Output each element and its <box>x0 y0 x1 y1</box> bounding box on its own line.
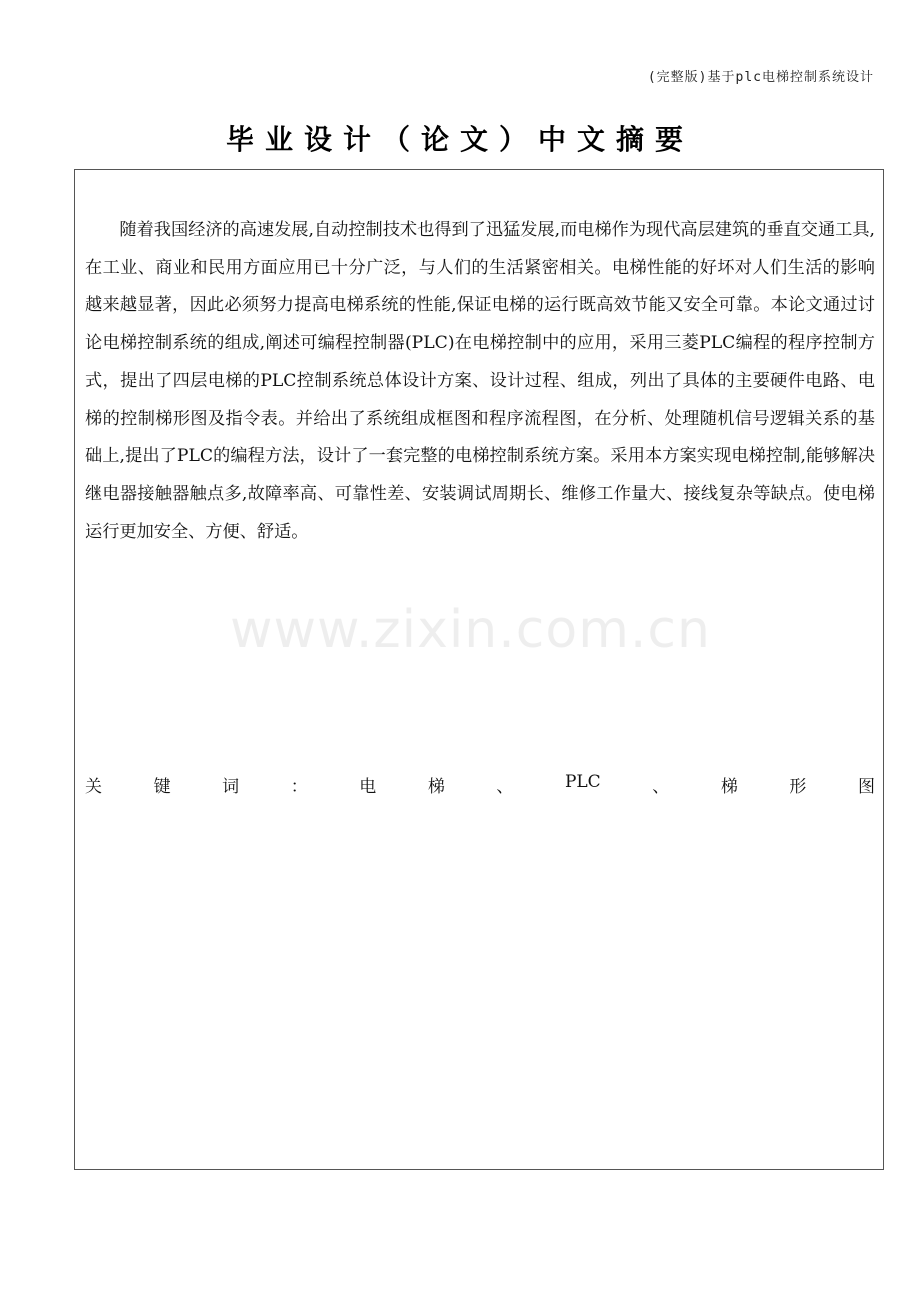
keyword-token: PLC <box>564 772 601 792</box>
abstract-body: 随着我国经济的高速发展,自动控制技术也得到了迅猛发展,而电梯作为现代高层建筑的垂直交通工具,在工业、商业和民用方面应用已十分广泛，与人们的生活紧密相关。电梯性能的好坏对人们生活的影响越来越显著，因此必须努力提高电梯系统的性能,保证电梯的运行既高效节能又安全可靠。本论文通过讨论电梯控制系统的组成,阐述可编程控制器(PLC)在电梯控制中的应用，采用三菱PLC编程的程序控制方式，提出了四层电梯的PLC控制系统总体设计方案、设计过程、组成，列出了具体的主要硬件电路、电梯的控制梯形图及指令表。并给出了系统组成框图和程序流程图，在分析、处理随机信号逻辑关系的基础上,提出了PLC的编程方法，设计了一套完整的电梯控制系统方案。采用本方案实现电梯控制,能够解决继电器接触器触点多,故障率高、可靠性差、安装调试周期长、维修工作量大、接线复杂等缺点。使电梯运行更加安全、方便、舒适。 <box>85 220 875 542</box>
running-header: (完整版)基于plc电梯控制系统设计 <box>647 70 874 85</box>
keyword-token: 、 <box>496 777 514 797</box>
keyword-token: 键 <box>153 777 171 797</box>
keyword-token: 梯 <box>720 777 738 797</box>
page-title: 毕业设计（论文）中文摘要 <box>225 123 694 156</box>
keyword-token: 形 <box>789 777 807 797</box>
keywords-line <box>85 772 875 797</box>
keyword-token: 关 <box>85 777 102 797</box>
watermark: www.zixin.com.cn <box>230 600 711 660</box>
keyword-token: 词 <box>222 777 240 797</box>
keyword-token: ： <box>290 777 308 797</box>
keyword-token: 、 <box>652 777 670 797</box>
keyword-token: 图 <box>857 777 875 797</box>
keyword-token: 梯 <box>427 777 445 797</box>
keyword-token: 电 <box>359 777 377 797</box>
